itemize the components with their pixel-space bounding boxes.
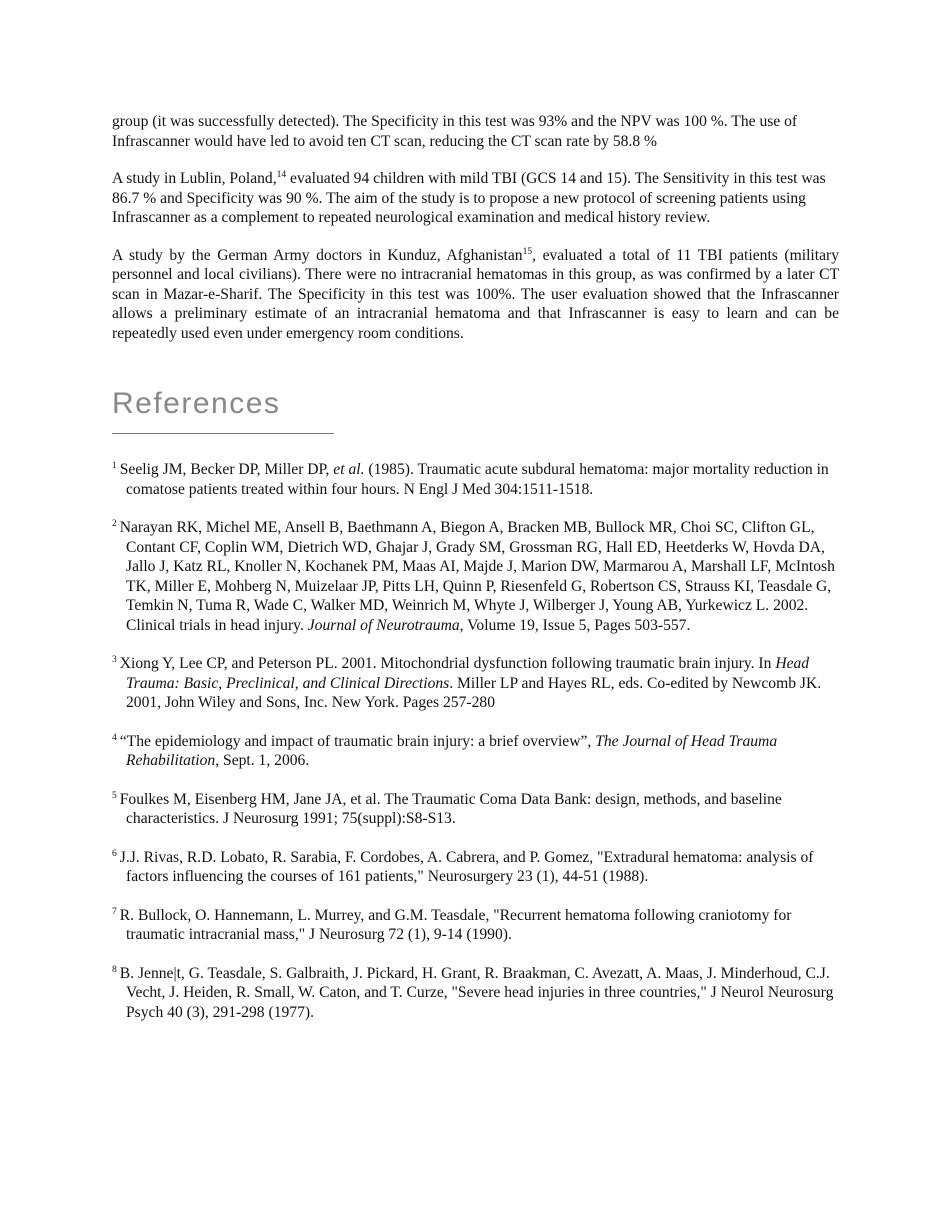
references-heading: References: [112, 387, 281, 420]
reference-number: 6: [112, 848, 117, 859]
heading-underline: [112, 433, 334, 434]
citation-superscript: 15: [522, 246, 533, 257]
reference-4: [112, 732, 839, 771]
reference-text: B. Jenne|t, G. Teasdale, S. Galbraith, J. Pickard, H. Grant, R. Braakman, C. Avezatt, A. Maas, J. Minderhoud, C.J. Vecht, J. Heiden, R. Small, W. Caton, and T. Curze, "Severe head injuries in three countries," J Neurol Neurosurg Psych 40 (3), 291-298 (1977).: [119, 964, 834, 1021]
reference-number: 7: [112, 906, 117, 917]
reference-text: Narayan RK, Michel ME, Ansell B, Baethmann A, Biegon A, Bracken MB, Bullock MR, Choi SC, Clifton GL, Contant CF, Coplin WM, Dietrich WD, Ghajar J, Grady SM, Grossman RG, Hall ED, Heetderks W, Hovda DA, Jallo J, Katz RL, Knoller N, Kochanek PM, Maas AI, Majde J, Marion DW, Marmarou A, Marshall LF, McIntosh TK, Miller E, Mohberg N, Muizelaar JP, Pitts LH, Quinn P, Riesenfeld G, Robertson CS, Strauss KI, Teasdale G, Temkin N, Tuma R, Wade C, Walker MD, Weinrich M, Whyte J, Wilberger J, Young AB, Yurkewicz L. 2002. Clinical trials in head injury.: [119, 519, 835, 634]
reference-3: [112, 654, 839, 713]
reference-7: [112, 906, 839, 945]
reference-number: 2: [112, 519, 117, 529]
reference-number: 3: [112, 655, 117, 665]
reference-italic: et al.: [333, 461, 365, 478]
reference-text: Seelig JM, Becker DP, Miller DP,: [119, 461, 334, 478]
citation-superscript: 14: [276, 170, 287, 180]
reference-text: , Sept. 1, 2006.: [215, 752, 310, 769]
reference-number: 1: [112, 461, 117, 471]
paragraph-text: A study in Lublin, Poland,: [112, 170, 277, 187]
reference-8: [112, 964, 839, 1023]
reference-text: R. Bullock, O. Hannemann, L. Murrey, and G.M. Teasdale, "Recurrent hematoma following craniotomy for traumatic intracranial mass," J Neurosurg 72 (1), 9-14 (1990).: [119, 906, 792, 943]
reference-1: [112, 460, 839, 499]
reference-2: [112, 518, 839, 635]
reference-text: J.J. Rivas, R.D. Lobato, R. Sarabia, F. Cordobes, A. Cabrera, and P. Gomez, "Extradural hematoma: analysis of factors influencing the courses of 161 patients," Neurosurgery 23 (1), 44-51 (1988).: [119, 848, 814, 885]
reference-6: [112, 848, 839, 887]
paragraph-infrascanner-results: group (it was successfully detected). The Specificity in this test was 93% and the NPV was 100 %. The use of Infrascanner would have led to avoid ten CT scan, reducing the CT scan rate by 58.8 %: [112, 113, 798, 150]
paragraph-text: evaluated 94 children with mild TBI (GCS 14 and 15). The Sensitivity in this test was 86.7 % and Specificity was 90 %. The aim of the study is to propose a new protocol of screening patients using Infrascanner as a complement to repeated neurological examination and medical history review.: [112, 170, 826, 226]
reference-5: [112, 790, 839, 829]
reference-text: Xiong Y, Lee CP, and Peterson PL. 2001. Mitochondrial dysfunction following traumatic brain injury. In: [119, 655, 776, 672]
paragraph-text: , evaluated a total of 11 TBI patients (military personnel and local civilians). There were no intracranial hematomas in this group, as was confirmed by a later CT scan in Mazar-e-Sharif. The Specificity in this test was 100%. The user evaluation showed that the Infrascanner allows a preliminary estimate of an intracranial hematoma and that Infrascanner is easy to learn and can be repeatedly used even under emergency room conditions.: [112, 246, 839, 342]
reference-text: . Miller LP and Hayes RL, eds. Co-edited by Newcomb JK. 2001, John Wiley and Sons, Inc. New York. Pages 257-280: [126, 674, 822, 711]
reference-text: Foulkes M, Eisenberg HM, Jane JA, et al. The Traumatic Coma Data Bank: design, methods, and baseline characteristics. J Neurosurg 1991; 75(suppl):S8-S13.: [119, 790, 782, 827]
reference-italic: Head Trauma: Basic, Preclinical, and Clinical Directions: [126, 655, 810, 692]
reference-italic: Journal of Neurotrauma: [307, 616, 460, 634]
reference-text: (1985). Traumatic acute subdural hematoma: major mortality reduction in comatose patients treated within four hours. N Engl J Med 304:1511-1518.: [126, 461, 829, 498]
reference-text: “The epidemiology and impact of traumatic brain injury: a brief overview”,: [119, 732, 596, 750]
document-page: [112, 112, 839, 1041]
paragraph-text: A study by the German Army doctors in Kunduz, Afghanistan: [112, 246, 523, 264]
reference-number: 8: [112, 964, 117, 975]
reference-italic: The Journal of Head Trauma Rehabilitation: [126, 732, 778, 769]
paragraph-lublin-study: [112, 169, 839, 228]
reference-number: 5: [112, 790, 117, 801]
reference-text: , Volume 19, Issue 5, Pages 503-557.: [459, 616, 691, 634]
reference-number: 4: [112, 732, 117, 743]
paragraph-kunduz-study: [112, 246, 839, 344]
